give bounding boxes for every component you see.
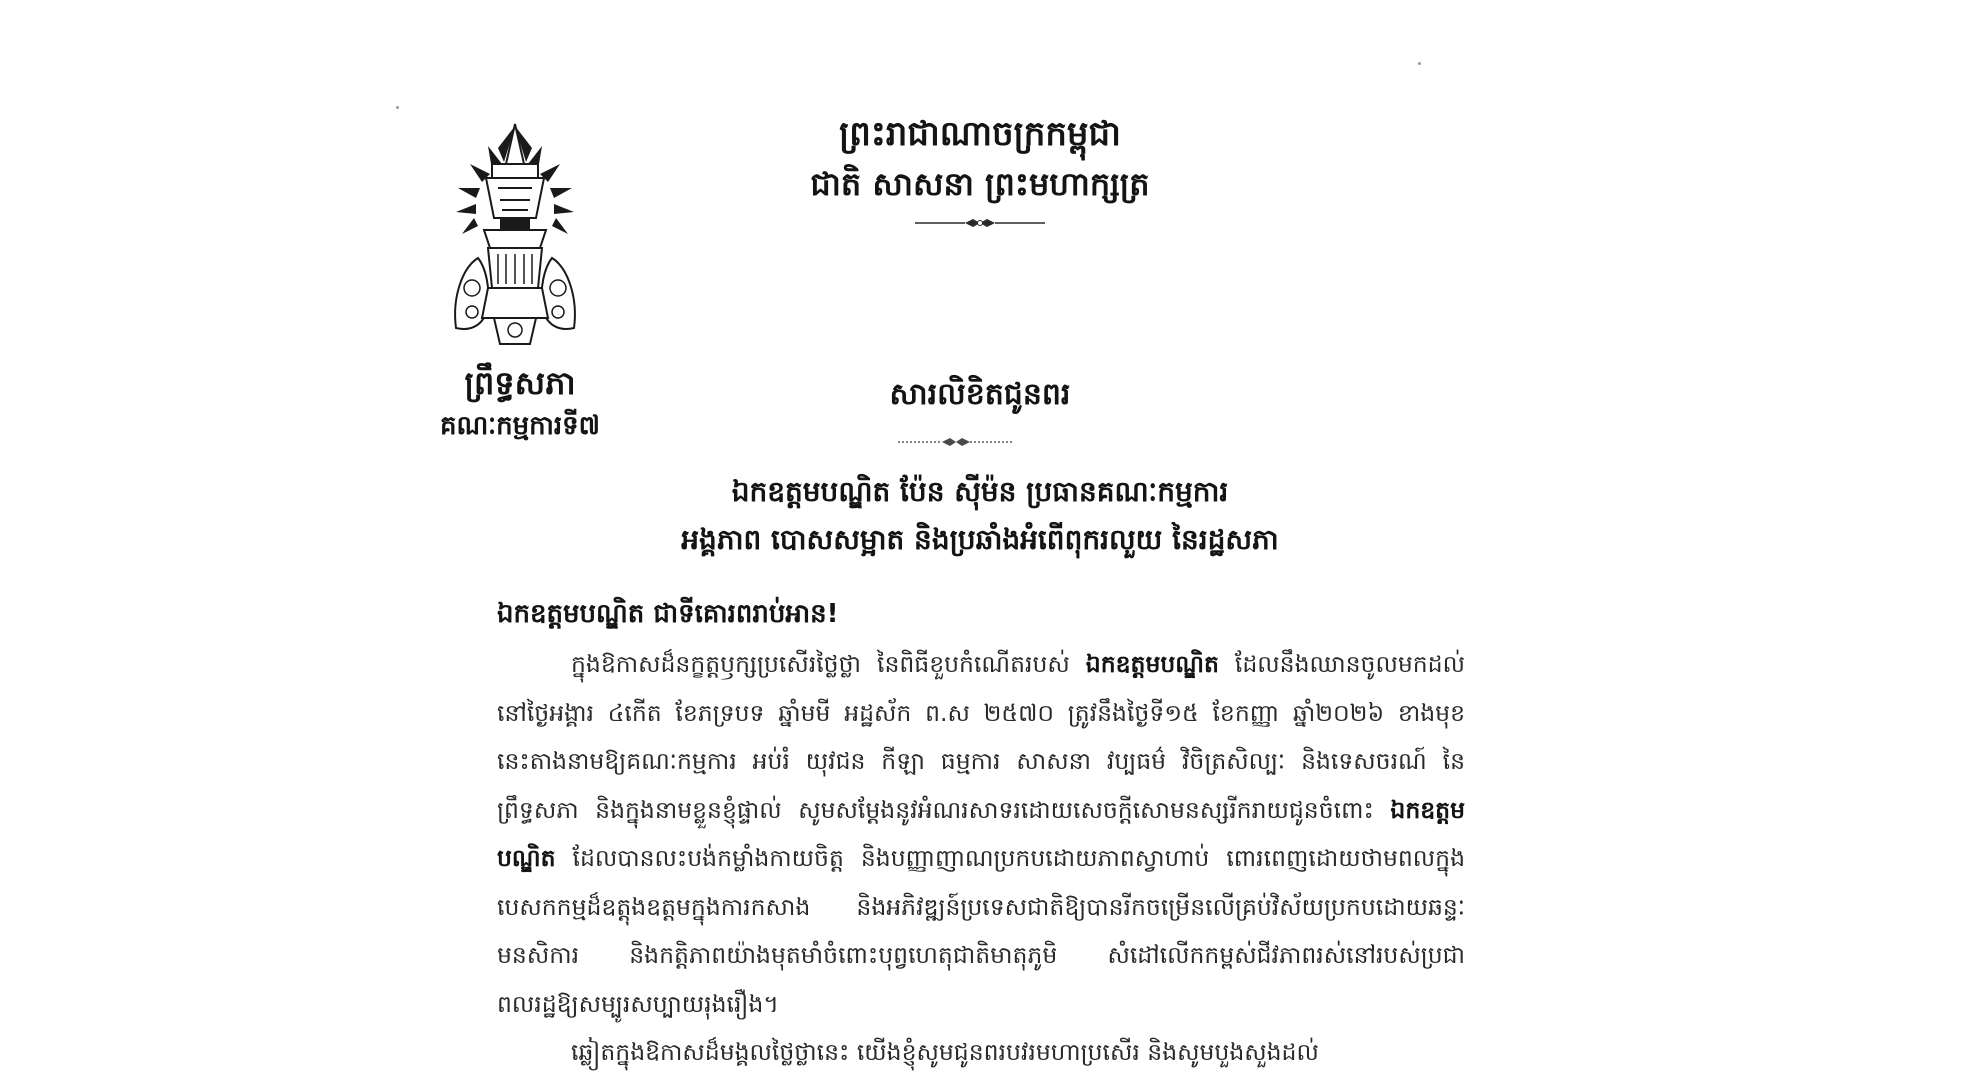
ornamental-divider-icon: [915, 216, 1045, 230]
scan-speck: [1418, 62, 1421, 65]
letter-body: [497, 640, 1465, 1077]
kingdom-title: ព្រះរាជាណាចក្រកម្ពុជា: [839, 114, 1121, 154]
addressee-block: [520, 468, 1440, 564]
scan-speck: [396, 106, 399, 109]
document-type: សារលិខិតជូនពរ: [889, 377, 1071, 412]
body-paragraph-1: [497, 640, 1465, 1028]
kingdom-motto: ជាតិ សាសនា ព្រះមហាក្សត្រ: [810, 165, 1150, 203]
kingdom-header: [700, 108, 1260, 230]
honorific-bold: ឯកឧត្តមបណ្ឌិត: [1085, 650, 1219, 678]
salutation: ឯកឧត្តមបណ្ឌិត ជាទីគោរពរាប់អាន!: [497, 599, 839, 629]
sender-organization: ព្រឹទ្ធសភា: [464, 364, 576, 402]
honorific-bold: ឯកឧត្តមបណ្ឌិត: [497, 795, 1465, 872]
royal-emblem-icon: [448, 118, 582, 350]
sender-committee: គណៈកម្មការទី៧: [439, 411, 601, 441]
ornamental-divider-icon: [898, 436, 1014, 448]
paragraph-text: ដែលបានលះបង់កម្លាំងកាយចិត្ត និងបញ្ញាញាណប្រកបដោយភាពស្វាហាប់ ពោរពេញដោយថាមពលក្នុងបេសកកម្មដ៏ឧត្តុងឧត្តមក្នុងការកសាង និងអភិវឌ្ឍន៍ប្រទេសជាតិឱ្យបានរីកចម្រើនលើគ្រប់វិស័យប្រកបដោយឆន្ទៈ មនសិការ និងកត្តិភាពយ៉ាងមុតមាំចំពោះបុព្វហេតុជាតិមាតុភូមិ សំដៅលើកកម្ពស់ជីវភាពរស់នៅរបស់ប្រជាពលរដ្ឋឱ្យសម្បូរសប្បាយរុងរឿង។: [497, 844, 1465, 1018]
body-paragraph-2: ឆ្លៀតក្នុងឱកាសដ៏មង្គលថ្លៃថ្លានេះ យើងខ្ញុំសូមជូនពរបវរមហាប្រសើរ និងសូមបួងសួងដល់: [571, 1038, 1319, 1066]
paragraph-text: ដែលនឹងឈានចូលមកដល់នៅថ្ងៃអង្គារ ៤កើត ខែភទ្របទ ឆ្នាំមមី អដ្ឋស័ក ព.ស ២៥៧០ ត្រូវនឹងថ្ងៃទី១៥ ខែកញ្ញា ឆ្នាំ២០២៦ ខាងមុខនេះតាងនាមឱ្យគណៈកម្មការ អប់រំ យុវជន កីឡា ធម្មការ សាសនា វប្បធម៌ វិចិត្រសិល្បៈ និងទេសចរណ៍ នៃព្រឹទ្ធសភា និងក្នុងនាមខ្លួនខ្ញុំផ្ទាល់ សូមសម្តែងនូវអំណរសាទរដោយសេចក្តីសោមនស្សរីករាយជូនចំពោះ: [497, 650, 1465, 824]
sender-block: [400, 360, 640, 446]
addressee-line-2: អង្គភាព បោសសម្អាត និងប្រឆាំងអំពើពុករលួយ នៃរដ្ឋសភា: [681, 523, 1279, 556]
addressee-line-1: ឯកឧត្តមបណ្ឌិត ប៉ែន ស៊ីម៉ន ប្រធានគណៈកម្មការ: [731, 475, 1229, 508]
paragraph-text: ក្នុងឱកាសដ៏នក្ខត្តឫក្សប្រសើរថ្លៃថ្លា នៃពិធីខួបកំណើតរបស់: [571, 650, 1086, 678]
